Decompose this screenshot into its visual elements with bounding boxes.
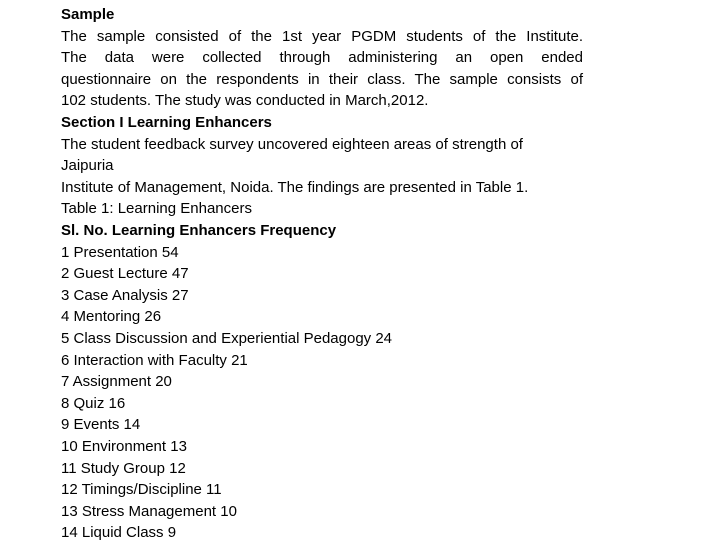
table-caption: Table 1: Learning Enhancers <box>61 200 252 218</box>
table-row: 3 Case Analysis 27 <box>61 286 189 304</box>
table-row: 7 Assignment 20 <box>61 373 172 391</box>
table-row: 1 Presentation 54 <box>61 243 179 261</box>
table-row: 4 Mentoring 26 <box>61 308 162 326</box>
paragraph-line: The sample consisted of the 1st year PGDM students of the Institute. <box>61 27 583 45</box>
table-row: 12 Timings/Discipline 11 <box>61 481 222 499</box>
heading-section-1: Section I Learning Enhancers <box>61 114 272 131</box>
table-header: Sl. No. Learning Enhancers Frequency <box>61 222 337 239</box>
table-row: 10 Environment 13 <box>61 438 187 455</box>
heading-sample: Sample <box>61 6 115 23</box>
paragraph-line: Institute of Management, Noida. The findings are presented in Table 1. <box>61 178 529 196</box>
table-row: 9 Events 14 <box>61 416 141 434</box>
paragraph-line: The data were collected through administering an open ended <box>61 49 583 67</box>
paragraph-line: Jaipuria <box>61 157 114 175</box>
paragraph-line: The student feedback survey uncovered eighteen areas of strength of <box>61 135 523 153</box>
paragraph-line: 102 students. The study was conducted in March,2012. <box>61 92 429 110</box>
table-row: 2 Guest Lecture 47 <box>61 265 189 283</box>
table-row: 8 Quiz 16 <box>61 394 126 412</box>
table-row: 6 Interaction with Faculty 21 <box>61 351 248 369</box>
paragraph-line: questionnaire on the respondents in their class. The sample consists of <box>61 70 583 88</box>
table-row: 11 Study Group 12 <box>61 459 186 477</box>
table-row: 5 Class Discussion and Experiential Pedagogy 24 <box>61 330 393 347</box>
table-row: 14 Liquid Class 9 <box>61 524 177 542</box>
table-row: 13 Stress Management 10 <box>61 502 237 520</box>
